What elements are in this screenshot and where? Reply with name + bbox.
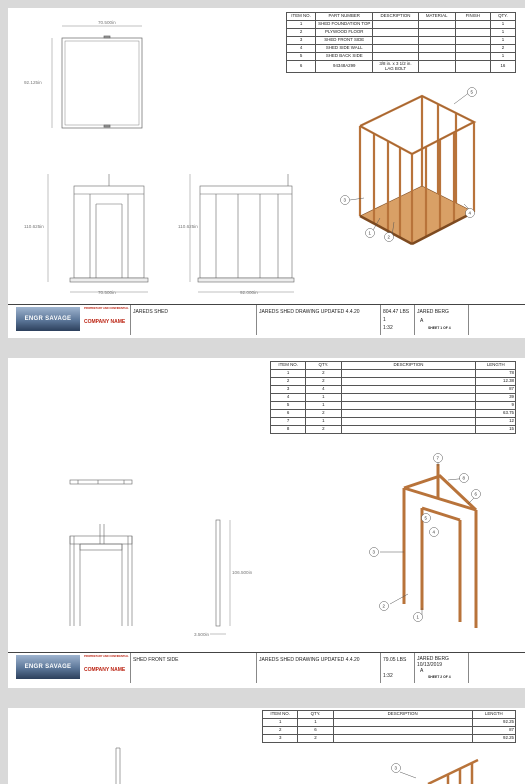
bom-cell [341,370,476,378]
balloon-5: 5 [470,89,473,95]
bom-header: ITEM NO. [263,711,298,719]
table-row [287,29,516,37]
balloon-8: 8 [462,475,465,481]
bill-of-materials-2 [270,361,516,434]
bom-cell: 87 [472,727,515,735]
balloon-7: 7 [436,455,439,461]
table-row [287,53,516,61]
drawing-sheet-2 [8,358,525,688]
table-row [271,378,516,386]
bom-cell [418,29,455,37]
proprietary-label: PROPRIETARY AND CONFIDENTIAL [84,307,129,310]
bom-header: LENGTH [472,711,515,719]
date: 10/13/2019 [417,662,443,668]
bom-cell: 1 [306,402,341,410]
dim-depth: 3.500in [194,632,210,637]
table-row [287,45,516,53]
front-side-side-view [210,520,230,634]
company-name: COMPANY NAME [84,319,126,325]
bom-cell: 9 [476,402,516,410]
bom-cell: 1 [287,21,316,29]
back-side-isometric [428,760,478,784]
bom-cell [333,719,472,727]
bom-cell [418,53,455,61]
bom-cell: 3 [287,37,316,45]
sheet-number: SHEET 1 OF 4 [428,326,451,330]
bill-of-materials-3 [262,710,516,743]
bom-cell [455,61,490,73]
bom-header: ITEM NO. [271,362,306,370]
top-view [52,26,142,128]
bom-cell: 4 [287,45,316,53]
bom-cell: 94348A299 [316,61,373,73]
bom-cell: 4 [306,386,341,394]
balloon-5: 5 [424,515,427,521]
bom-header: DESCRIPTION [333,711,472,719]
bom-cell: 15 [476,426,516,434]
dim-height: 106.500in [232,570,253,575]
bom-cell: 1 [490,53,515,61]
bom-cell: SHED BACK SIDE [316,53,373,61]
bom-cell: 2 [263,727,298,735]
table-row [287,37,516,45]
bom-cell [373,53,418,61]
scale: 1:32 [383,325,393,331]
bom-cell: 16 [490,61,515,73]
bom-header-row [263,711,516,719]
balloon-3: 3 [372,549,375,555]
bom-cell [455,45,490,53]
part-name: JAREDS SHED [133,309,169,315]
author: JARED BERG [417,656,449,662]
bom-cell: 1 [263,719,298,727]
author: JARED BERG [417,309,449,315]
bom-cell: 6 [271,410,306,418]
balloon-4: 4 [468,210,471,216]
bom-cell [341,394,476,402]
part-name: SHED FRONT SIDE [133,657,179,663]
bom-header: DESCRIPTION [341,362,476,370]
table-row [263,727,516,735]
bom-header: PART NUMBER [316,13,373,21]
bom-cell: 1 [271,370,306,378]
bom-cell [341,418,476,426]
bom-header-row [271,362,516,370]
dim-top-width: 70.500in [98,20,116,25]
table-row [263,735,516,743]
bom-cell [455,53,490,61]
bom-cell [418,61,455,73]
table-row [287,61,516,73]
bom-cell: 3/8 in. x 3 1/2 in. LAG BOLT [373,61,418,73]
table-row [263,719,516,727]
bom-cell [373,29,418,37]
bill-of-materials-1 [286,12,516,73]
bom-cell [455,21,490,29]
balloon-2: 2 [387,234,390,240]
bom-cell: 3 [271,386,306,394]
bom-cell: 2 [490,45,515,53]
isometric-view [360,96,474,244]
bom-cell [418,45,455,53]
bom-cell [373,37,418,45]
back-side-front-view [116,748,120,784]
balloon-4: 4 [432,529,435,535]
bom-cell [373,21,418,29]
scale: 1:32 [383,673,393,679]
bom-cell: 87 [476,386,516,394]
bom-cell: 1 [306,418,341,426]
bom-cell [333,735,472,743]
dim-front-width: 70.500in [98,290,116,295]
bom-cell [341,402,476,410]
bom-cell: 6 [298,727,333,735]
quantity: 1 [383,317,386,323]
bom-cell: 5 [271,402,306,410]
bom-cell: 12.38 [476,378,516,386]
front-side-front-view [70,524,132,626]
bom-cell: 92.25 [472,719,515,727]
bom-cell [373,45,418,53]
table-row [287,21,516,29]
bom-cell: 7 [271,418,306,426]
balloon-6: 6 [474,491,477,497]
revision: A [420,668,424,674]
table-row [271,426,516,434]
bom-cell: 39 [476,394,516,402]
bom-cell: 2 [306,378,341,386]
balloon-3: 3 [343,197,346,203]
bom-cell: 2 [306,426,341,434]
title-block-1 [8,304,525,335]
bom-header-row [287,13,516,21]
bom-cell: 2 [287,29,316,37]
company-name: COMPANY NAME [84,667,126,673]
bom-cell [418,37,455,45]
drawing-sheet-1 [8,8,525,338]
balloon-1: 1 [416,614,419,620]
bom-cell: 12 [476,418,516,426]
dim-side-height: 110.625in [178,224,198,229]
balloon-3: 3 [394,765,397,771]
bom-cell [341,410,476,418]
dim-front-height: 110.625in [24,224,44,229]
bom-cell: 8 [271,426,306,434]
company-logo: ENGR SAVAGE [16,307,80,331]
bom-cell [341,386,476,394]
bom-cell: PLYWOOD FLOOR [316,29,373,37]
bom-cell [333,727,472,735]
bom-header: ITEM NO. [287,13,316,21]
front-view [48,174,148,292]
dim-top-height: 92.125in [24,80,42,85]
bom-cell [455,37,490,45]
bom-cell: SHED FRONT SIDE [316,37,373,45]
company-logo: ENGR SAVAGE [16,655,80,679]
bom-header: DESCRIPTION [373,13,418,21]
bom-cell: SHED SIDE WALL [316,45,373,53]
bom-cell: 2 [298,735,333,743]
bom-cell: 1 [298,719,333,727]
balloon-2: 2 [382,603,385,609]
table-row [271,370,516,378]
revision: A [420,318,424,324]
front-side-top-view [70,480,132,484]
bom-cell: 2 [306,370,341,378]
weight: 79.05 LBS [383,657,407,663]
bom-cell [418,21,455,29]
table-row [271,418,516,426]
bom-cell: 1 [490,37,515,45]
bom-cell: 2 [271,378,306,386]
table-row [271,386,516,394]
proprietary-label: PROPRIETARY AND CONFIDENTIAL [84,655,129,658]
bom-cell: 1 [490,21,515,29]
drawing-title: JAREDS SHED DRAWING UPDATED 4.4.20 [259,309,360,315]
bom-cell: 6 [287,61,316,73]
bom-cell: 1 [306,394,341,402]
bom-cell [455,29,490,37]
bom-header: QTY. [298,711,333,719]
front-side-isometric [404,464,476,628]
dim-side-width: 92.000in [240,290,258,295]
drawing-title: JAREDS SHED DRAWING UPDATED 4.4.20 [259,657,360,663]
bom-cell [341,378,476,386]
bom-header: QTY. [490,13,515,21]
bom-header: LENGTH [476,362,516,370]
balloon-1: 1 [368,230,371,236]
bom-cell [341,426,476,434]
bom-cell: 4 [271,394,306,402]
bom-cell: 63.75 [476,410,516,418]
bom-cell: 92.25 [472,735,515,743]
table-row [271,410,516,418]
bom-cell: 3 [263,735,298,743]
bom-header: MATERIAL [418,13,455,21]
table-row [271,394,516,402]
side-view [190,174,294,292]
bom-header: QTY. [306,362,341,370]
table-row [271,402,516,410]
title-block-2 [8,652,525,683]
weight: 804.47 LBS [383,309,410,315]
drawing-sheet-3 [8,708,525,784]
bom-cell: 1 [490,29,515,37]
bom-cell: 78 [476,370,516,378]
sheet-number: SHEET 2 OF 4 [428,675,451,679]
bom-cell: SHED FOUNDATION TOP [316,21,373,29]
bom-cell: 5 [287,53,316,61]
bom-header: FINISH [455,13,490,21]
bom-cell: 2 [306,410,341,418]
